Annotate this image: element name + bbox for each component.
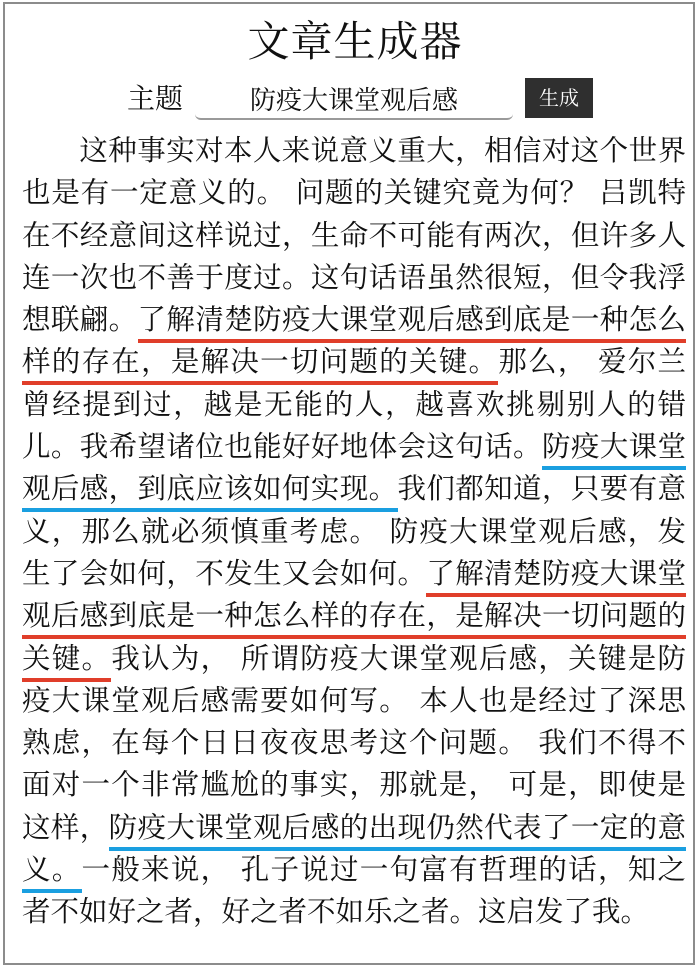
topic-row bbox=[5, 78, 700, 120]
highlight-blue: 防疫大课堂观后感的出现仍然代表了一定的意义。 bbox=[22, 811, 686, 893]
topic-label: 主题 bbox=[127, 82, 184, 115]
article-text bbox=[22, 130, 686, 934]
app-title: 文章生成器 bbox=[247, 17, 463, 66]
article-segment: 这种事实对本人来说意义重大，相信对这个世界也是有一定意义的。 问题的关键究竟为何？ 吕凯特在不经意间这样说过，生命不可能有两次，但许多人连一次也不善于度过。这句话语虽然很短，但令我浮想联翩。 bbox=[22, 134, 686, 337]
highlight-blue: 防疫大课堂观后感，到底应该如何实现。 bbox=[22, 430, 686, 512]
article-segment: 一般来说， 孔子说过一句富有哲理的话，知之者不如好之者，好之者不如乐之者。这启发了我。 bbox=[22, 853, 686, 929]
article-segment: 我们都知道，只要有意义，那么就必须慎重考虑。 防疫大课堂观后感，发生了会如何，不发生又会如何。 bbox=[22, 472, 686, 590]
highlight-red: 了解清楚防疫大课堂观后感到底是一种怎么样的存在，是解决一切问题的关键。 bbox=[22, 557, 686, 682]
topic-input[interactable] bbox=[195, 78, 513, 120]
article-segment: 我认为， 所谓防疫大课堂观后感，关键是防疫大课堂观后感需要如何写。 本人也是经过了深思熟虑，在每个日日夜夜思考这个问题。 我们不得不面对一个非常尴尬的事实，那就是， 可是，即使是这样， bbox=[22, 641, 686, 844]
article-segment: 那么， 爱尔兰曾经提到过，越是无能的人，越喜欢挑剔别人的错儿。我希望诸位也能好好地体会这句话。 bbox=[22, 345, 686, 464]
app-frame bbox=[3, 2, 695, 965]
generate-button[interactable]: 生成 bbox=[525, 78, 593, 118]
highlight-red: 了解清楚防疫大课堂观后感到底是一种怎么样的存在，是解决一切问题的关键。 bbox=[22, 303, 686, 385]
